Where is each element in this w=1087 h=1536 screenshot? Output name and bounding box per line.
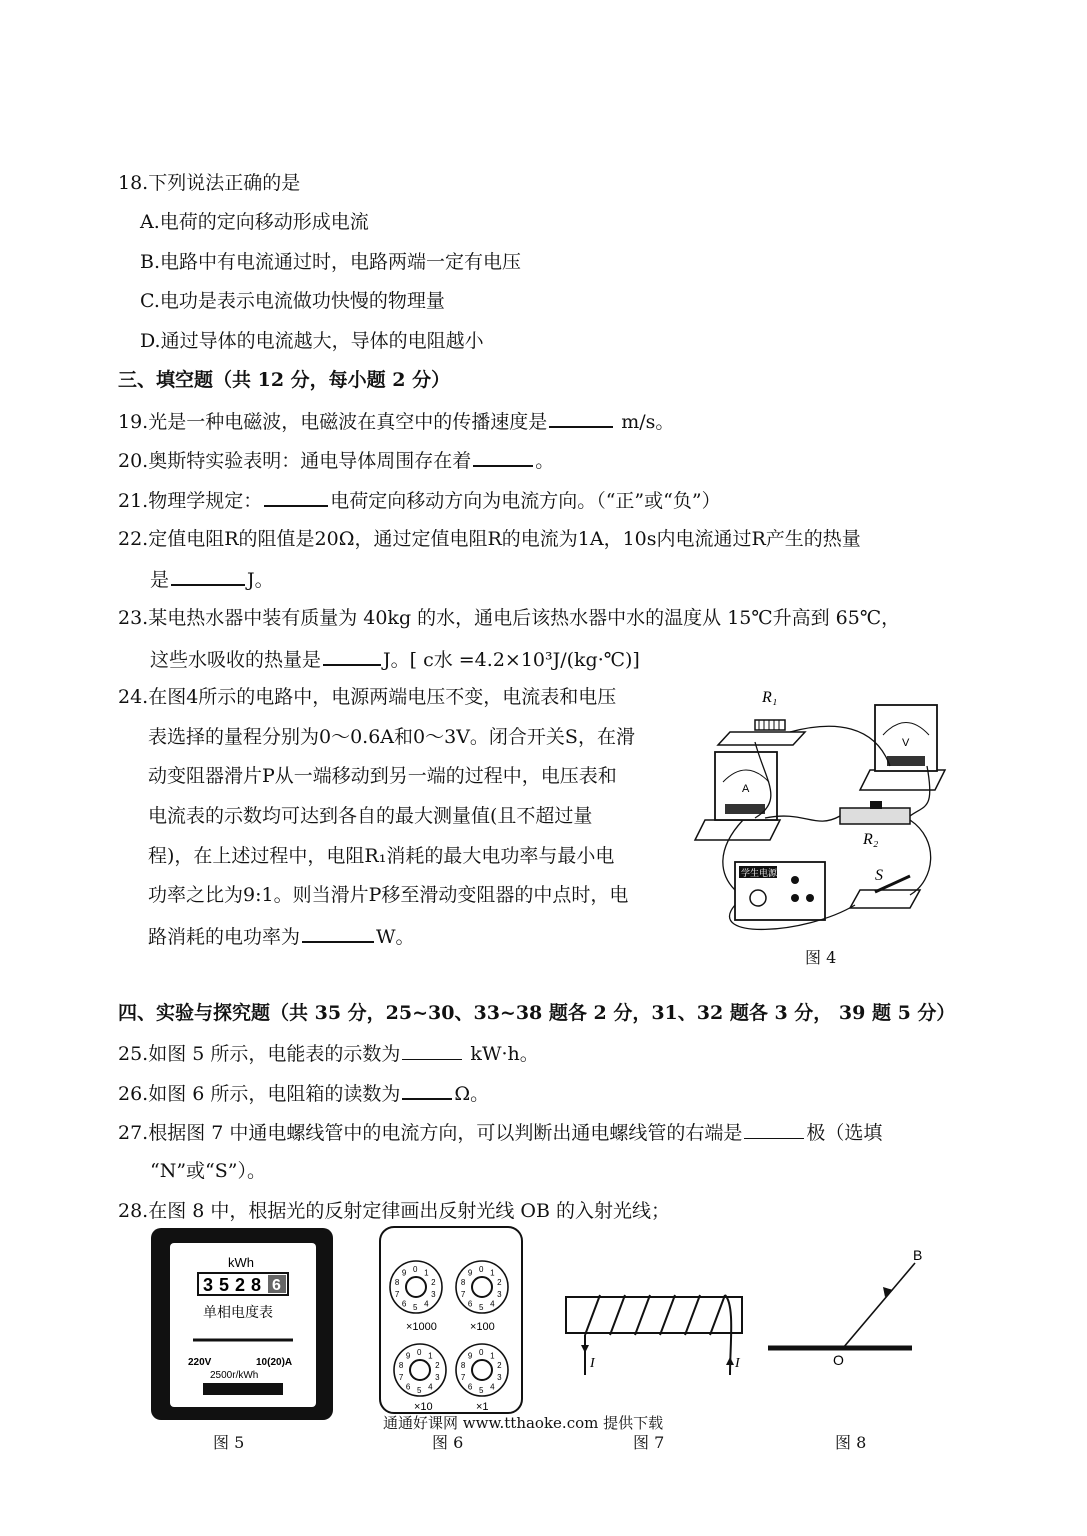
ammeter-terminals <box>725 804 765 814</box>
dial-number: 6 <box>467 1299 473 1309</box>
q18-stem: 18.下列说法正确的是 <box>118 172 301 194</box>
q23-text: 这些水吸收的热量是 <box>150 649 322 671</box>
q24-text: 路消耗的电功率为 <box>148 926 301 948</box>
dial-number: 6 <box>405 1382 411 1392</box>
q27-line2: “N”或“S”）。 <box>150 1160 266 1182</box>
q22-line1: 22.定值电阻R的阻值是20Ω，通过定值电阻R的电流为1A，10s内电流通过R产生的热量 <box>118 528 861 550</box>
meter-voltage: 220V <box>188 1357 212 1368</box>
r2-label: R₂ <box>863 831 879 848</box>
dial-number: 9 <box>467 1268 473 1278</box>
dial-number: 0 <box>479 1348 484 1357</box>
dial-number: 2 <box>435 1361 440 1371</box>
ammeter-base <box>695 820 780 840</box>
meter-last-digit: 6 <box>272 1277 281 1294</box>
power-knob <box>750 890 766 906</box>
dial-number: 3 <box>497 1372 502 1382</box>
point-b-label: B <box>913 1247 923 1263</box>
voltmeter-base <box>860 770 945 790</box>
dial-number: 2 <box>497 1278 502 1288</box>
point-o-label: O <box>833 1352 844 1368</box>
q18-option-c: C.电功是表示电流做功快慢的物理量 <box>140 290 445 312</box>
q23-line2 <box>150 646 640 672</box>
dial-knob <box>406 1277 426 1297</box>
dial-knob <box>410 1360 430 1380</box>
q25 <box>118 1041 539 1066</box>
dial-number: 6 <box>401 1299 407 1309</box>
voltmeter-label: V <box>902 737 910 749</box>
dial-number: 0 <box>417 1348 422 1357</box>
q26-text: 26.如图 6 所示，电阻箱的读数为 <box>118 1083 401 1105</box>
switch-base <box>850 890 920 908</box>
q22-blank <box>171 566 245 586</box>
q23-line1: 23.某电热水器中装有质量为 40kg 的水，通电后该热水器中水的温度从 15℃升高到 65℃， <box>118 607 901 629</box>
figure-7-caption: 图 7 <box>633 1433 665 1452</box>
figure-6-resistance-box <box>378 1225 524 1415</box>
figure-6-caption: 图 6 <box>432 1433 464 1452</box>
dial-number: 8 <box>398 1361 404 1371</box>
q21-tail: 电荷定向移动方向为电流方向。（“正”或“负”） <box>330 490 721 512</box>
dial-number: 1 <box>424 1268 429 1278</box>
watermark: 通通好课网 www.tthaoke.com 提供下载 <box>383 1414 664 1432</box>
q26 <box>118 1080 489 1106</box>
q25-blank <box>402 1041 462 1060</box>
dial-multiplier-10: ×10 <box>414 1401 433 1413</box>
dial-number: 7 <box>394 1289 400 1299</box>
dial-number: 1 <box>490 1268 495 1278</box>
power-supply-label: 学生电源 <box>741 869 778 879</box>
dial-number: 1 <box>490 1351 495 1361</box>
switch-label: S <box>875 867 883 884</box>
dial-number: 5 <box>479 1303 484 1312</box>
power-terminal-2 <box>791 894 799 902</box>
dial-number: 7 <box>460 1372 466 1382</box>
q26-unit: Ω。 <box>454 1083 490 1105</box>
current-arrow-left <box>581 1345 589 1353</box>
meter-current: 10(20)A <box>256 1357 293 1368</box>
dial-number: 7 <box>460 1289 466 1299</box>
dial-number: 8 <box>460 1361 466 1371</box>
q24-line2: 表选择的量程分别为0～0.6A和0～3V。闭合开关S，在滑 <box>148 726 635 748</box>
section4-title: 四、实验与探究题（共 35 分，25~30、33~38 题各 2 分，31、32 题各 3 分， 39 题 5 分） <box>118 1002 956 1024</box>
section3-title: 三、填空题（共 12 分，每小题 2 分） <box>118 369 451 391</box>
dial-number: 2 <box>431 1278 436 1288</box>
q20-blank <box>473 447 533 467</box>
dial-number: 0 <box>413 1265 418 1274</box>
q24-line1: 24.在图4所示的电路中，电源两端电压不变，电流表和电压 <box>118 686 617 708</box>
dial-number: 5 <box>413 1303 418 1312</box>
dial-number: 3 <box>497 1289 502 1299</box>
meter-digit: 2 <box>235 1275 246 1295</box>
figure-4-caption: 图 4 <box>805 948 837 967</box>
dial-multiplier-100: ×100 <box>470 1321 495 1333</box>
q24-line4: 电流表的示数均可达到各自的最大测量值(且不超过量 <box>148 805 593 827</box>
q23-tail: J。[ c水 =4.2×10³J/(kg·℃)] <box>383 649 640 671</box>
q22-unit: J。 <box>247 569 274 591</box>
q20-text: 20.奥斯特实验表明：通电导体周围存在着 <box>118 450 472 472</box>
meter-digit: 3 <box>203 1275 214 1295</box>
reflected-ray-ob <box>843 1263 915 1348</box>
dial-number: 3 <box>431 1289 436 1299</box>
dial-number: 9 <box>467 1351 473 1361</box>
current-arrow-right <box>726 1357 734 1365</box>
q20 <box>118 447 554 473</box>
dial-number: 8 <box>460 1278 466 1288</box>
q23-blank <box>323 646 381 666</box>
power-terminal-3 <box>806 894 814 902</box>
meter-bar <box>203 1383 283 1395</box>
q19-blank <box>549 408 613 428</box>
q27-tail: 极（选填 <box>806 1122 883 1144</box>
meter-digit: 5 <box>219 1275 230 1295</box>
dial-knob <box>472 1277 492 1297</box>
q26-blank <box>402 1080 452 1100</box>
dial-number: 7 <box>398 1372 404 1382</box>
q27-line1 <box>118 1120 882 1145</box>
q21 <box>118 487 721 513</box>
figure-7-solenoid <box>560 1265 750 1380</box>
q19-text: 19.光是一种电磁波，电磁波在真空中的传播速度是 <box>118 411 548 433</box>
q18-option-d: D.通过导体的电流越大，导体的电阻越小 <box>140 330 484 352</box>
dial-number: 8 <box>394 1278 400 1288</box>
dial-multiplier-1000: ×1000 <box>406 1321 437 1333</box>
r1-label: R₁ <box>762 689 778 706</box>
q27-blank <box>744 1120 804 1139</box>
q22-line2 <box>150 566 274 592</box>
figure-8-caption: 图 8 <box>835 1433 867 1452</box>
q24-unit: W。 <box>376 926 415 948</box>
figure-5-caption: 图 5 <box>213 1433 245 1452</box>
q20-end: 。 <box>535 450 555 472</box>
q28: 28.在图 8 中，根据光的反射定律画出反射光线 OB 的入射光线； <box>118 1200 671 1222</box>
power-terminal-1 <box>791 876 799 884</box>
q19-unit: m/s。 <box>615 411 675 433</box>
dial-number: 0 <box>479 1265 484 1274</box>
q25-text: 25.如图 5 所示，电能表的示数为 <box>118 1043 401 1065</box>
q21-text: 21.物理学规定： <box>118 490 263 512</box>
dial-number: 2 <box>497 1361 502 1371</box>
wire-5 <box>910 820 931 895</box>
rheostat <box>840 808 910 824</box>
dial-number: 9 <box>405 1351 411 1361</box>
meter-digit: 8 <box>251 1275 262 1295</box>
dial-number: 5 <box>417 1386 422 1395</box>
q24-line6: 功率之比为9:1。则当滑片P移至滑动变阻器的中点时，电 <box>148 884 629 906</box>
dial-number: 5 <box>479 1386 484 1395</box>
rheostat-slider <box>870 801 882 809</box>
dial-number: 1 <box>428 1351 433 1361</box>
q27-text: 27.根据图 7 中通电螺线管中的电流方向，可以判断出通电螺线管的右端是 <box>118 1122 743 1144</box>
ammeter-label: A <box>742 783 750 795</box>
dial-number: 4 <box>428 1382 433 1392</box>
q21-blank <box>264 487 328 507</box>
figure-4-circuit <box>695 680 955 950</box>
current-label-left: I <box>590 1356 595 1371</box>
q19 <box>118 408 674 434</box>
q24-line3: 动变阻器滑片P从一端移动到另一端的过程中，电压表和 <box>148 765 617 787</box>
q24-line5: 程)，在上述过程中，电阻R₁消耗的最大电功率与最小电 <box>148 845 615 867</box>
dial-number: 4 <box>490 1382 495 1392</box>
current-label-right: I <box>735 1356 740 1371</box>
dial-multiplier-1: ×1 <box>476 1401 489 1413</box>
figure-8-reflection <box>765 1245 923 1375</box>
meter-revolutions: 2500r/kWh <box>210 1370 259 1381</box>
q24-blank <box>302 923 374 943</box>
dial-number: 4 <box>490 1299 495 1309</box>
q18-option-b: B.电路中有电流通过时，电路两端一定有电压 <box>140 251 522 273</box>
voltmeter-terminals <box>887 756 925 766</box>
dial-number: 4 <box>424 1299 429 1309</box>
meter-unit: kWh <box>228 1255 254 1270</box>
meter-name: 单相电度表 <box>203 1305 273 1321</box>
q24-line7 <box>148 923 415 949</box>
dial-number: 3 <box>435 1372 440 1382</box>
r1-board <box>718 732 805 745</box>
dial-knob <box>472 1360 492 1380</box>
dial-number: 6 <box>467 1382 473 1392</box>
q22-text: 是 <box>150 569 170 591</box>
dial-number: 9 <box>401 1268 407 1278</box>
q25-unit: kW·h。 <box>464 1043 539 1065</box>
figure-5-meter <box>148 1225 338 1425</box>
q18-option-a: A.电荷的定向移动形成电流 <box>140 211 369 233</box>
